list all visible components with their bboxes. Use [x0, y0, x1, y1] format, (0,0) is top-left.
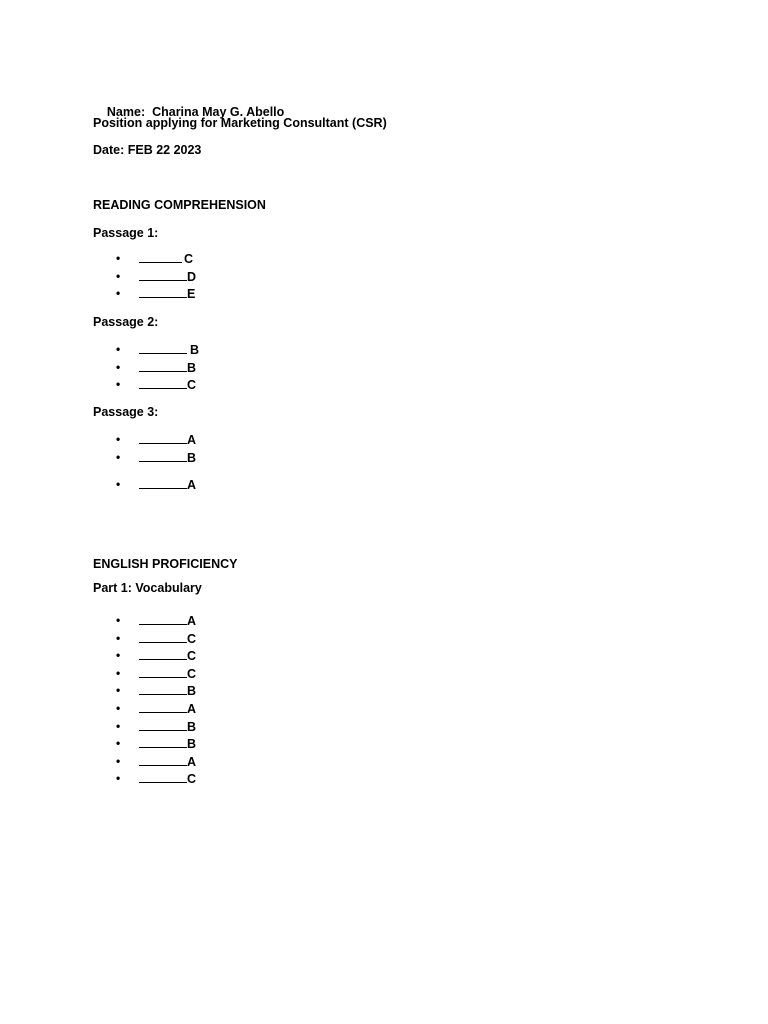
- bullet-icon: •: [116, 377, 121, 392]
- answer-value: A: [187, 754, 197, 769]
- answer-value: B: [187, 450, 197, 465]
- bullet-icon: •: [116, 683, 121, 698]
- english-section-title: ENGLISH PROFICIENCY: [93, 557, 238, 571]
- answer-value: B: [187, 719, 197, 734]
- name-value: Charina May G. Abello: [152, 105, 285, 119]
- bullet-icon: •: [116, 648, 121, 663]
- bullet-icon: •: [116, 700, 121, 715]
- bullet-icon: •: [116, 613, 121, 627]
- answer-value: C: [187, 378, 197, 393]
- answer-value: D: [187, 269, 197, 284]
- part-1-label: Part 1: Vocabulary: [93, 581, 202, 595]
- answer-value: A: [187, 478, 197, 493]
- name-label: Name:: [106, 105, 146, 119]
- bullet-icon: •: [116, 359, 121, 374]
- answer-value: B: [187, 737, 197, 752]
- answer-value: A: [187, 614, 197, 628]
- passage-3-label: Passage 3:: [93, 405, 159, 419]
- bullet-icon: •: [116, 477, 121, 492]
- bullet-icon: •: [116, 342, 121, 356]
- bullet-icon: •: [116, 771, 121, 786]
- answer-value: B: [190, 343, 200, 357]
- passage-1-label: Passage 1:: [93, 226, 159, 240]
- answer-value: E: [187, 287, 196, 302]
- bullet-icon: •: [116, 630, 121, 645]
- date-line: Date: FEB 22 2023: [93, 143, 202, 157]
- answer-value: A: [187, 433, 197, 447]
- answer-value: C: [187, 666, 197, 681]
- answer-value: C: [184, 252, 194, 266]
- answer-value: C: [187, 649, 197, 664]
- bullet-icon: •: [116, 286, 121, 301]
- bullet-icon: •: [116, 432, 121, 446]
- passage-2-label: Passage 2:: [93, 315, 159, 329]
- bullet-icon: •: [116, 268, 121, 283]
- answer-value: C: [187, 631, 197, 646]
- bullet-icon: •: [116, 251, 121, 265]
- position-line: Position applying for Marketing Consultant (CSR): [93, 116, 387, 130]
- bullet-icon: •: [116, 449, 121, 464]
- reading-section-title: READING COMPREHENSION: [93, 198, 266, 212]
- bullet-icon: •: [116, 736, 121, 751]
- bullet-icon: •: [116, 718, 121, 733]
- answer-value: A: [187, 701, 197, 716]
- answer-value: B: [187, 360, 197, 375]
- answer-value: B: [187, 684, 197, 699]
- answer-value: C: [187, 772, 197, 787]
- bullet-icon: •: [116, 753, 121, 768]
- bullet-icon: •: [116, 665, 121, 680]
